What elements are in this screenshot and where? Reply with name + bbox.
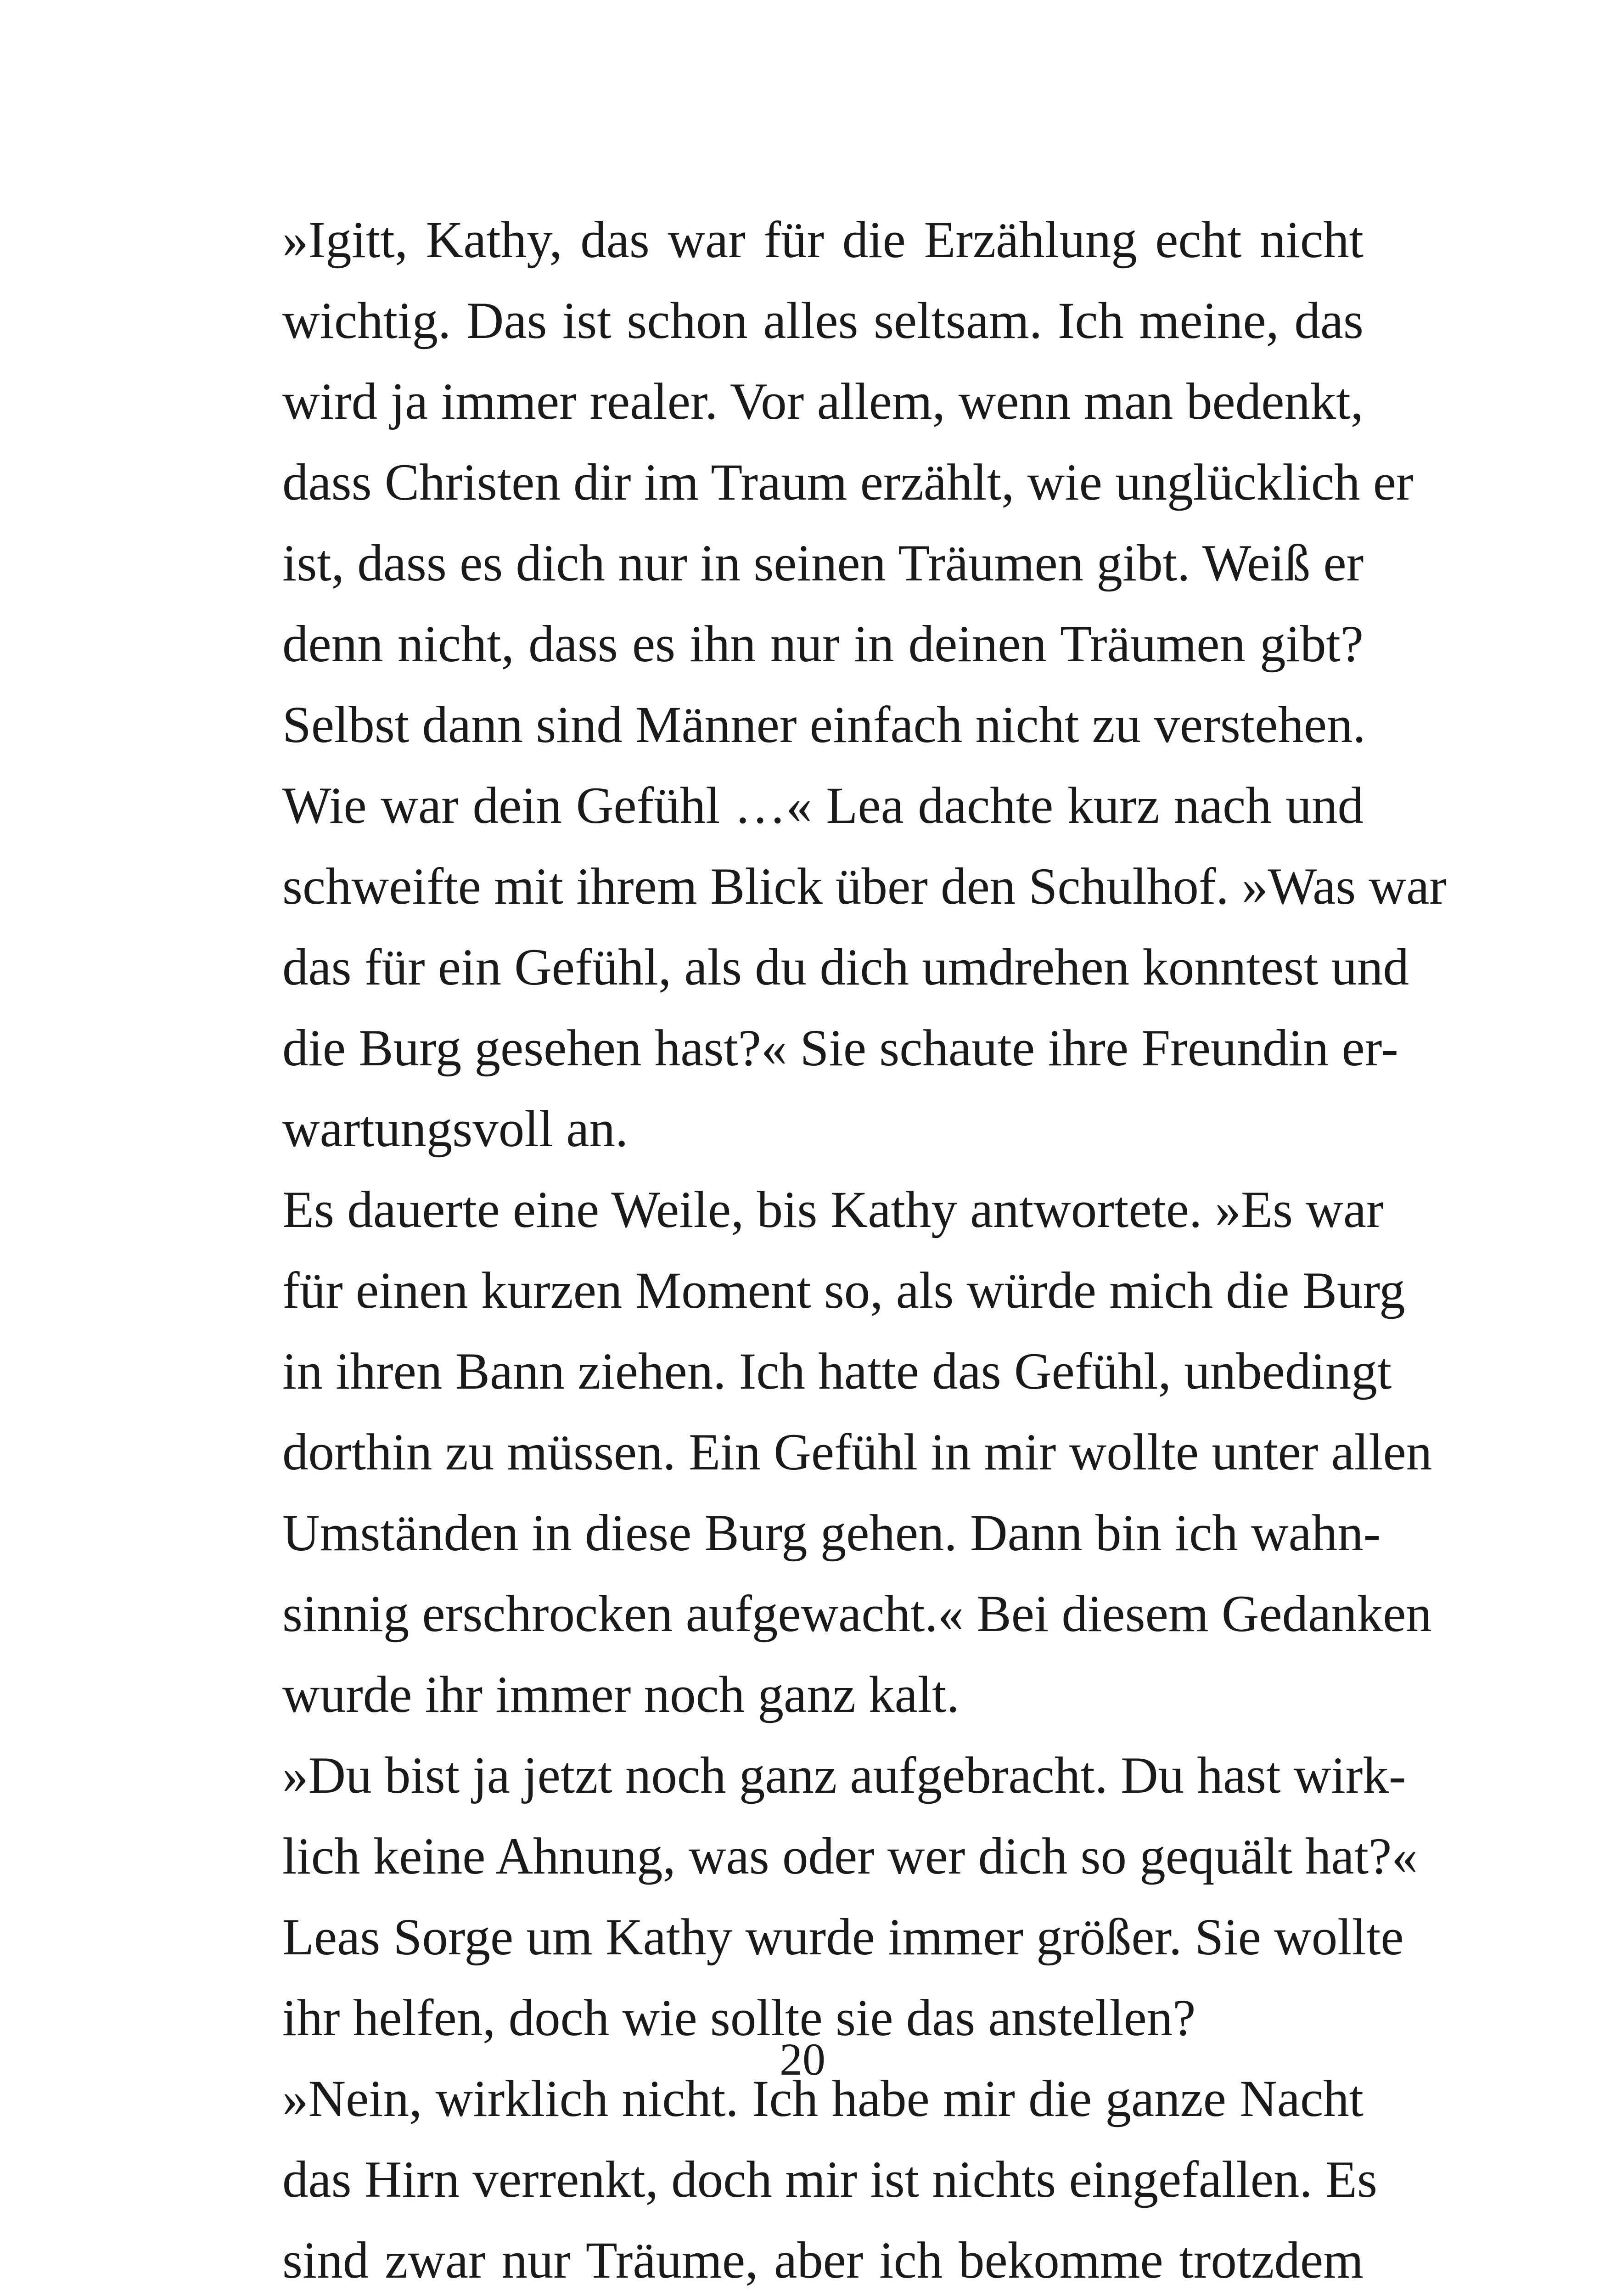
text-line: denn nicht, dass es ihn nur in deinen Träumen gibt? (282, 615, 1364, 673)
body-text (239, 200, 1447, 2296)
text-line: wichtig. Das ist schon alles seltsam. Ich meine, das (282, 292, 1364, 349)
text-line: das für ein Gefühl, als du dich umdrehen konntest und (282, 939, 1409, 996)
text-line: dorthin zu müssen. Ein Gefühl in mir wollte unter allen (282, 1424, 1432, 1481)
text-line: wird ja immer realer. Vor allem, wenn man bedenkt, (282, 373, 1364, 430)
text-line: Umständen in diese Burg gehen. Dann bin ich wahn- (282, 1504, 1381, 1562)
text-line: in ihren Bann ziehen. Ich hatte das Gefühl, unbedingt (282, 1343, 1392, 1400)
text-line: Es dauerte eine Weile, bis Kathy antwortete. »Es war (282, 1181, 1384, 1238)
paragraph-2 (239, 1170, 1432, 1735)
paragraph-1 (239, 200, 1447, 1170)
text-line: lich keine Ahnung, was oder wer dich so gequält hat?« (282, 1828, 1418, 1885)
text-line: sinnig erschrocken aufgewacht.« Bei diesem Gedanken (282, 1585, 1432, 1643)
text-line: sind zwar nur Träume, aber ich bekomme trotzdem (282, 2232, 1364, 2289)
text-line: für einen kurzen Moment so, als würde mich die Burg (282, 1262, 1405, 1319)
text-line: »Nein, wirklich nicht. Ich habe mir die ganze Nacht (282, 2070, 1364, 2127)
text-line: wurde ihr immer noch ganz kalt. (282, 1666, 960, 1723)
text-line: »Igitt, Kathy, das war für die Erzählung echt nicht (282, 211, 1364, 269)
text-line: die Burg gesehen hast?« Sie schaute ihre Freundin er- (282, 1019, 1398, 1077)
page-number: 20 (780, 2034, 825, 2085)
text-line: Wie war dein Gefühl …« Lea dachte kurz nach und (282, 777, 1364, 834)
text-line: schweifte mit ihrem Blick über den Schulhof. »Was war (282, 858, 1447, 915)
text-line: dass Christen dir im Traum erzählt, wie unglücklich er (282, 454, 1414, 511)
text-line: »Du bist ja jetzt noch ganz aufgebracht. Du hast wirk- (282, 1747, 1406, 1804)
text-line: Leas Sorge um Kathy wurde immer größer. Sie wollte (282, 1908, 1404, 1966)
paragraph-3 (239, 1735, 1418, 2059)
paragraph-4 (239, 2059, 1377, 2296)
text-line: Selbst dann sind Männer einfach nicht zu verstehen. (282, 696, 1366, 754)
text-line: ihr helfen, doch wie sollte sie das anstellen? (282, 1989, 1196, 2047)
text-line: ist, dass es dich nur in seinen Träumen gibt. Weiß er (282, 535, 1364, 592)
text-line: das Hirn verrenkt, doch mir ist nichts eingefallen. Es (282, 2151, 1377, 2208)
text-line: wartungsvoll an. (282, 1100, 629, 1158)
